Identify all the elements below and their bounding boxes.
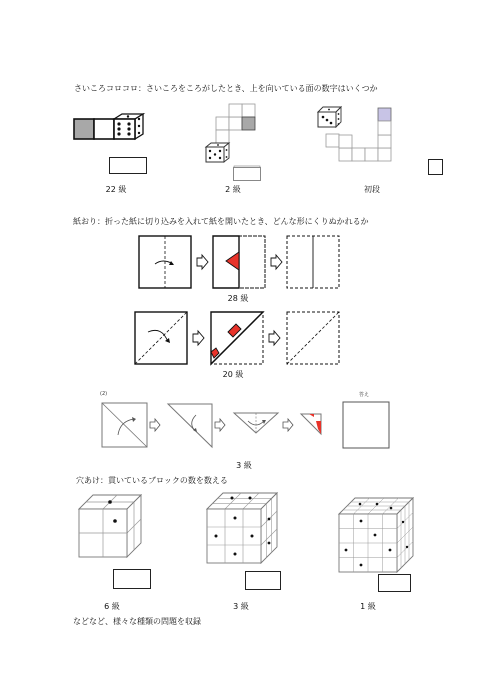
- origami-heading: 紙おり：折った紙に切り込みを入れて紙を開いたとき、どんな形にくりぬかれるか: [73, 217, 369, 226]
- origami-answer-label: 答え: [359, 392, 370, 398]
- blocks-answer-box-1[interactable]: [113, 569, 151, 589]
- origami-level-2: 20 級: [222, 370, 244, 379]
- blocks-answer-box-2[interactable]: [245, 571, 281, 590]
- dice-answer-box-1[interactable]: [109, 157, 147, 174]
- blocks-level-3: 1 級: [360, 602, 376, 611]
- blocks-level-2: 3 級: [233, 602, 249, 611]
- origami-level-3: 3 級: [236, 461, 252, 470]
- dice-problem-22kyu: [72, 113, 152, 141]
- blocks-level-1: 6 級: [104, 602, 120, 611]
- origami-problem-20kyu: [134, 310, 349, 366]
- blocks-answer-box-3[interactable]: [378, 574, 411, 592]
- dice-problem-2kyu: [204, 102, 264, 172]
- blocks-problem-6kyu: [77, 493, 157, 569]
- dice-level-2: 2 級: [225, 185, 241, 194]
- blocks-heading: 穴あけ：貫いているブロックの数を数える: [76, 476, 228, 485]
- dice-heading: さいころコロコロ：さいころをころがしたとき、上を向いている面の数字はいくつか: [74, 84, 378, 93]
- dice-answer-box-3[interactable]: [428, 159, 443, 175]
- dice-answer-box-2[interactable]: [233, 167, 261, 181]
- dice-level-1: 22 級: [105, 185, 127, 194]
- origami-level-1: 28 級: [227, 294, 249, 303]
- footer-note: などなど、様々な種類の問題を収録: [73, 617, 201, 626]
- origami-problem-number: (2): [100, 391, 108, 397]
- blocks-problem-1kyu: [335, 492, 415, 582]
- dice-problem-shodan: [316, 104, 396, 164]
- blocks-problem-3kyu: [205, 491, 285, 571]
- origami-problem-3kyu: [100, 401, 400, 449]
- dice-level-3: 初段: [364, 185, 380, 194]
- origami-problem-28kyu: [138, 234, 353, 290]
